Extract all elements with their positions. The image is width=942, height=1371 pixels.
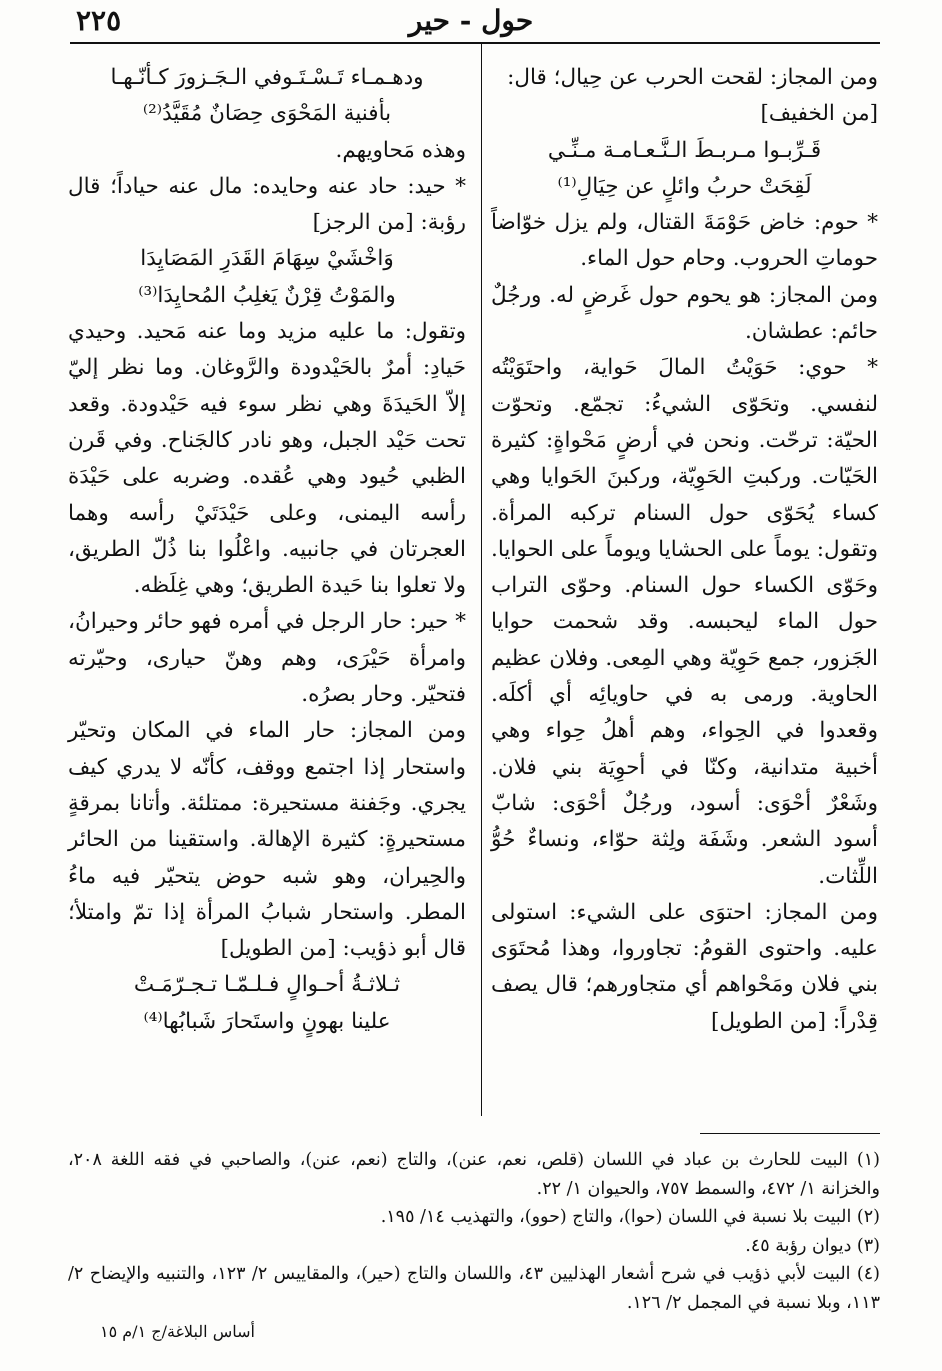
left-column-paragraph: * حيد: حاد عنه وحايده: مال عنه حياداً؛ قال رؤبة: [من الرجز] [68, 173, 466, 236]
footnote: (١) البيت للحارث بن عباد في اللسان (قلص، نعم، عنن)، والتاج (نعم، عنن)، والصاحبي في فقه اللغة ٢٠٨، والخزانة ١/ ٤٧٢، والسمط ٧٥٧، والحيوان ١/ ٢٢. [68, 1150, 880, 1199]
left-column-paragraph: ومن المجاز: حار الماء في المكان وتحيّر واستحار إذا اجتمع ووقف، كأنّه لا يدري كيف يجري. وجَفنة مستحيرة: ممتلئة. وأتانا بمرقةٍ مستحيرةٍ: كثيرة الإهالة. واستقينا من الحائر والحِيران، وهو شبه حوض يتحيّر فيه ماءُ المطر. واستحار شبابُ المرأة إذا تمّ وامتلأ؛ قال أبو ذؤيب: [من الطويل] [68, 718, 466, 962]
right-column-paragraph: ومن المجاز: احتوَى على الشيء: استولى عليه. واحتوى القومُ: تجاوروا، وهذا مُحتَوَى بني فلان ومَحْواهم أي متجاورهم؛ قال يصف قِدْراً: [من الطويل] [491, 899, 878, 1034]
left-column-verse: ودهـمـاء تَـسْـتَـوفي الـجَـزورَ كـأنّـهـا [110, 65, 424, 90]
left-column-paragraph: وهذه مَحاويهم. [335, 137, 466, 163]
footnote: (٣) ديوان رؤبة ٤٥. [745, 1235, 880, 1256]
page-number: ٢٢٥ [76, 4, 122, 37]
right-column-paragraph: * حوم: خاض حَوْمَةَ القتال، ولم يزل خوّاضاً حوماتِ الحروب. وحام حول الماء. [491, 210, 878, 272]
right-column-verse: قَـرِّبـوا مـربـطَ الـنَّـعـامـة مـنِّـي [547, 137, 822, 163]
right-column-paragraph: ومن المجاز: لقحت الحرب عن حِيال؛ قال: [507, 65, 878, 90]
right-column-paragraph: [من الخفيف] [760, 101, 878, 127]
page-header [0, 0, 942, 44]
left-column-paragraph: وتقول: ما عليه مزيد وما عنه مَحيد. وحيدي حَيادِ: أمرٌ بالحَيْدودة والرَّوغان. وما نظر إليّ إلاّ الحَيدَةَ وهي نظر سوء فيه حَيْدودة. وقعد تحت حَيْد الجبل، وهو نادر كالجَناح. وفي قَرن الظبي حُيود وهي عُقده. وضربه على حَيْدَة رأسه اليمنى، وعلى حَيْدَتَيْ رأسه وهما العجرتان في جانبيه. واعْلُوا بنا ذُلّ الطريق، ولا تعلوا بنا حَيدة الطريق؛ وهي غِلَظه. [68, 319, 466, 599]
right-column [491, 60, 878, 1040]
left-column-verse: وَاخْشَيْ سِهَامَ القَدَرِ المَصَايِدَا [140, 246, 394, 272]
right-column-verse: لَقِحَتْ حربُ وائلٍ عن حِيَالِ⁽¹⁾ [557, 173, 812, 199]
left-column-paragraph: * حير: حار الرجل في أمره فهو حائر وحيرانُ، وامرأة حَيْرَى، وهم وهنّ حيارى، وحيّرته فتحيّر. وحار بصرُه. [68, 609, 466, 708]
left-column-verse: والمَوْتُ قِرْنٌ يَغلِبُ المُحايِدَا⁽³⁾ [138, 282, 396, 308]
right-column-paragraph: ومن المجاز: هو يحوم حول غَرضٍ له. ورجُلٌ حائم: عطشان. [491, 282, 878, 345]
left-column [68, 60, 466, 1040]
running-title: حول - حير [408, 4, 534, 37]
header-rule [70, 42, 880, 44]
left-column-verse: علينا بهونٍ واستَحارَ شَبابُها⁽⁴⁾ [143, 1008, 391, 1034]
left-column-verse: ثـلاثـةُ أحـوالٍ فـلـمّـا تـجـرّمَـتْ [133, 972, 401, 998]
left-column-verse: بأفنية المَحْوَى حِصَانٌ مُقَيَّدُ⁽²⁾ [142, 101, 392, 127]
footnote-rule [700, 1133, 880, 1134]
footnote: (٤) البيت لأبي ذؤيب في شرح أشعار الهذليين ٤٣، واللسان والتاج (حير)، والمقاييس ٢/ ١٢٣، والتنبيه والإيضاح ٢/ ١١٣، وبلا نسبة في المجمل ٢/ ١٢٦. [68, 1264, 880, 1313]
signature-mark: أساس البلاغة/ج ١/م ١٥ [100, 1322, 255, 1341]
footnotes [68, 1146, 880, 1317]
column-divider [481, 44, 482, 1116]
footnote: (٢) البيت بلا نسبة في اللسان (حوا)، والتاج (حوو)، والتهذيب ١٤/ ١٩٥. [380, 1207, 880, 1227]
right-column-paragraph: * حوي: حَوَيْتُ المالَ حَواية، واحتَوَيْتُه لنفسي. وتحَوّى الشيءُ: تجمّع. وتحوّت الحيّة: ترحّت. ونحن في أرضٍ مَحْواةٍ: كثيرة الحَيّات. وركبتِ الحَوِيّة، وركبنَ الحَوايا وهي كساء يُحَوّى حول السنام تركبه المرأة. وتقول: يوماً على الحشايا ويوماً على الحوايا. وحَوّى الكساء حول السنام. وحوّى التراب حول الماء ليحبسه. وقد شحمت حوايا الجَزور، جمع حَوِيّة وهي المِعى. وفلان عظيم الحاوية. ورمى به في حاويائِه أي أكلَه. وقعدوا في الحِواء، وهم أهلُ حِواء وهي أخبية متدانية، وكنّا في أحوِيَة بني فلان. وشَعْرٌ أحْوَى: أسود، ورجُلٌ أحْوَى: شابّ أسود الشعر. وشَفَة ولِثة حوّاء، ونساءٌ حُوُّ اللِّثات. [491, 355, 878, 889]
